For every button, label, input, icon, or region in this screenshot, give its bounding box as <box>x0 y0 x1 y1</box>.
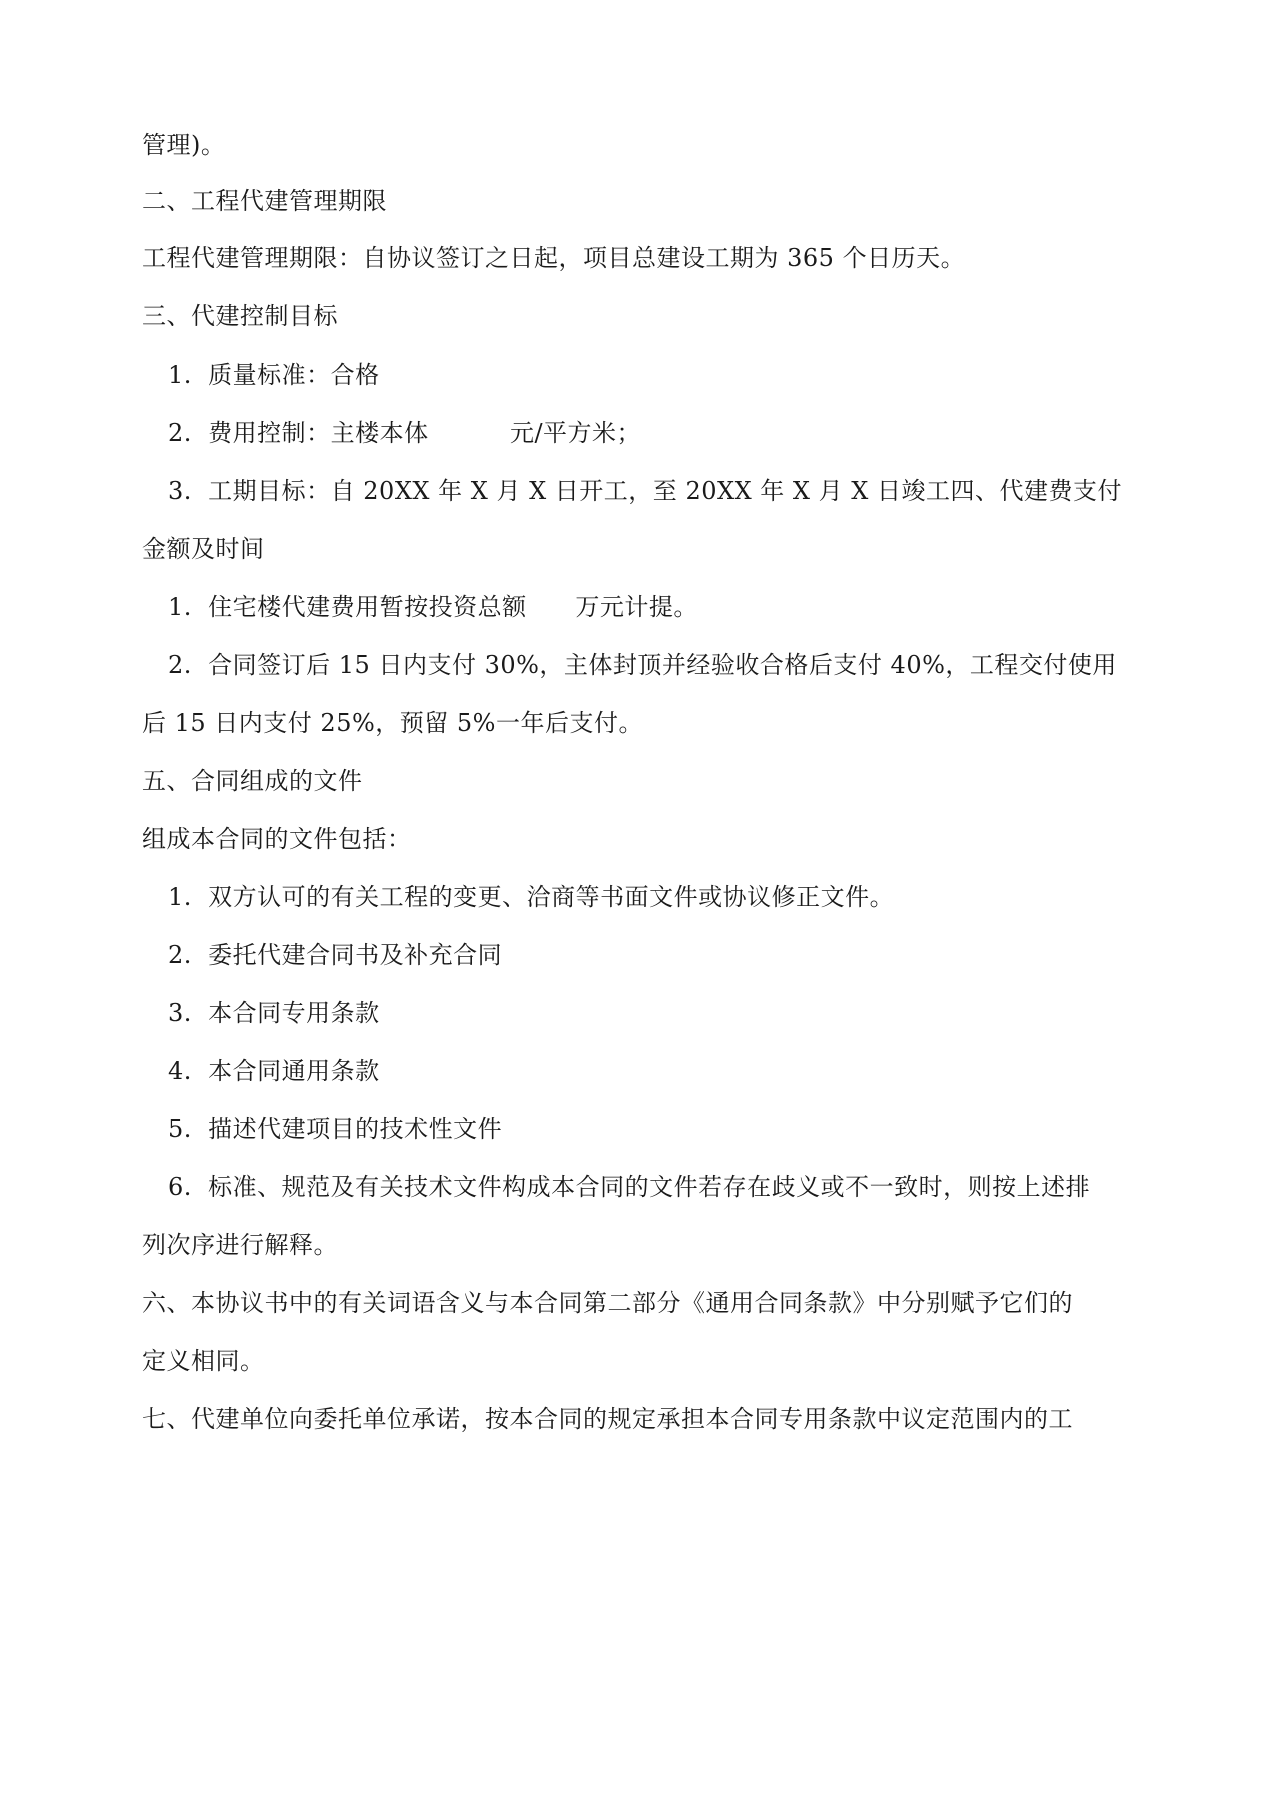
text-line: 工程代建管理期限：自协议签订之日起，项目总建设工期为 365 个日历天。 <box>142 244 966 272</box>
section-heading: 五、合同组成的文件 <box>142 767 363 795</box>
text-line: 定义相同。 <box>142 1347 265 1375</box>
text-line: 组成本合同的文件包括： <box>142 825 412 853</box>
list-item: 3. 本合同专用条款 <box>168 999 380 1027</box>
list-item: 4. 本合同通用条款 <box>168 1057 380 1085</box>
list-item: 5. 描述代建项目的技术性文件 <box>168 1115 503 1143</box>
text-line: 金额及时间 <box>142 535 265 563</box>
section-heading: 三、代建控制目标 <box>142 302 338 330</box>
text-line: 列次序进行解释。 <box>142 1231 338 1259</box>
text-line: 后 15 日内支付 25%，预留 5%一年后支付。 <box>142 709 643 737</box>
list-item: 3. 工期目标：自 20XX 年 X 月 X 日开工，至 20XX 年 X 月 X 日竣工四、代建费支付 <box>168 477 1122 505</box>
text-line: 管理)。 <box>142 131 226 159</box>
list-item: 1. 双方认可的有关工程的变更、洽商等书面文件或协议修正文件。 <box>168 883 895 911</box>
list-item: 1. 质量标准：合格 <box>168 361 380 389</box>
list-item: 2. 合同签订后 15 日内支付 30%，主体封顶并经验收合格后支付 40%，工程交付使用 <box>168 651 1117 679</box>
list-item: 2. 委托代建合同书及补充合同 <box>168 941 503 969</box>
section-heading: 七、代建单位向委托单位承诺，按本合同的规定承担本合同专用条款中议定范围内的工 <box>142 1405 1073 1433</box>
list-item: 2. 费用控制：主楼本体 元/平方米； <box>168 419 642 447</box>
section-heading: 六、本协议书中的有关词语含义与本合同第二部分《通用合同条款》中分别赋予它们的 <box>142 1289 1073 1317</box>
section-heading: 二、工程代建管理期限 <box>142 187 387 215</box>
list-item: 6. 标准、规范及有关技术文件构成本合同的文件若存在歧义或不一致时，则按上述排 <box>168 1173 1091 1201</box>
list-item: 1. 住宅楼代建费用暂按投资总额 万元计提。 <box>168 593 698 621</box>
